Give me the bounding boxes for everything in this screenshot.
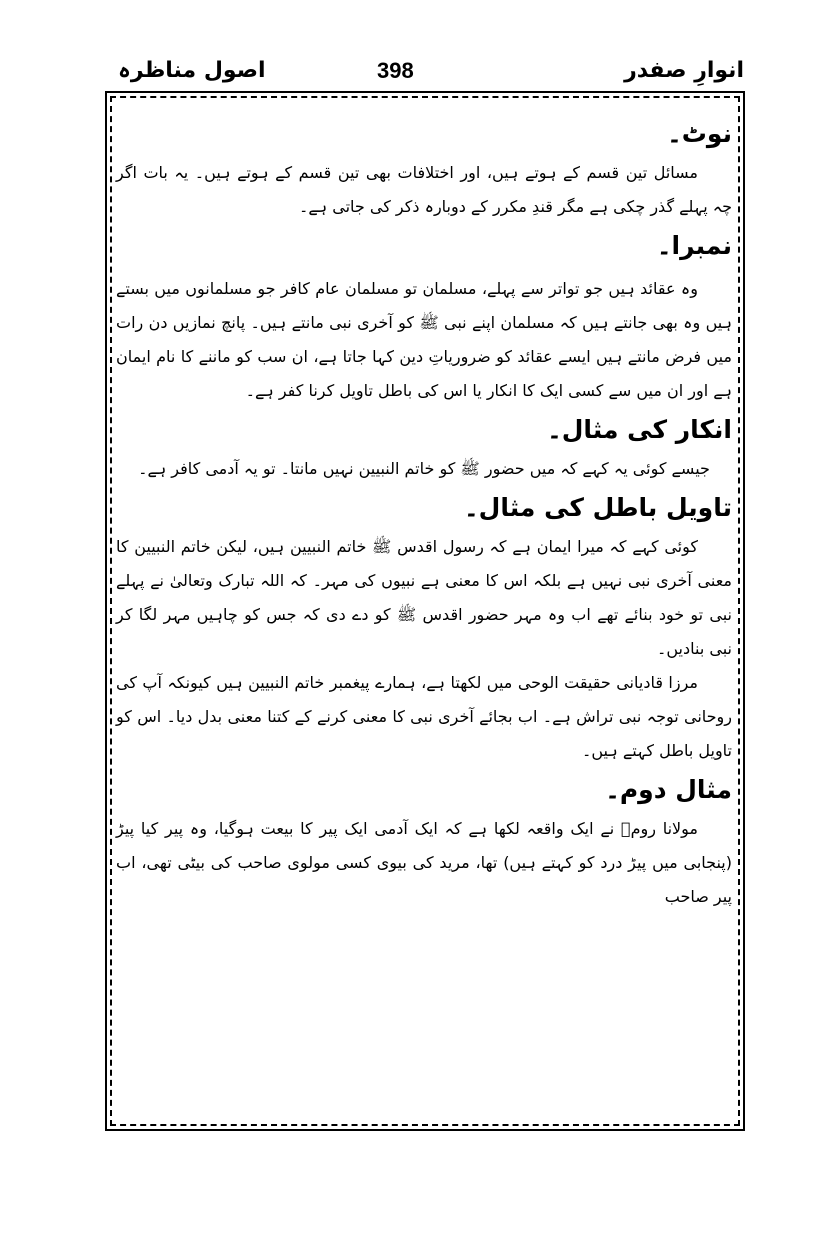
page-number: 398	[377, 58, 414, 83]
page-body	[116, 112, 732, 914]
denial-example-heading: انکار کی مثال۔	[547, 415, 732, 444]
page-header	[104, 54, 744, 94]
qadiani-paragraph: مرزا قادیانی حقیقت الوحی میں لکھتا ہے، ہمارے پیغمبر خاتم النبیین ہیں کیونکہ آپ کی روحانی توجہ نبی تراش ہے۔ اب بجائے آخری نبی کا معنی کرنے کے کتنا معنی بدل دیا۔ اس کو تاویل باطل کہتے ہیں۔	[116, 673, 732, 760]
denial-example-paragraph: جیسے کوئی یہ کہے کہ میں حضور ﷺ کو خاتم النبیین نہیں مانتا۔ تو یہ آدمی کافر ہے۔	[138, 459, 710, 478]
book-title: انوارِ صفدر	[624, 58, 744, 83]
false-interpretation-heading: تاویل باطل کی مثال۔	[463, 493, 732, 522]
chapter-title: اصول مناظرہ	[118, 58, 266, 83]
false-interpretation-paragraph: کوئی کہے کہ میرا ایمان ہے کہ رسول اقدس ﷺ خاتم النبیین ہیں، لیکن خاتم النبیین کا معنی آخری نبی نہیں ہے بلکہ اس کا معنی ہے نبیوں کی مہر۔ کہ اللہ تبارک وتعالیٰ نے پہلے نبی تو خود بنائے تھے اب وہ مہر حضور اقدس ﷺ کو دے دی کہ جس کو چاہیں مہر لگا کر نبی بنادیں۔	[116, 537, 733, 658]
number-one-heading: نمبرا۔	[656, 231, 732, 260]
note-heading: نوٹ۔	[667, 119, 732, 148]
second-example-heading: مثال دوم۔	[605, 775, 732, 804]
second-example-paragraph: مولانا رومؒ نے ایک واقعہ لکھا ہے کہ ایک آدمی ایک پیر کا بیعت ہوگیا، وہ پیر کیا پیڑ (پنجابی میں پیڑ درد کو کہتے ہیں) تھا، مرید کی بیوی کسی مولوی صاحب کی بیٹی تھی، اب پیر صاحب	[116, 819, 732, 906]
number-one-paragraph: وہ عقائد ہیں جو تواتر سے پہلے، مسلمان تو مسلمان عام کافر جو مسلمانوں میں بستے ہیں وہ بھی جانتے ہیں کہ مسلمان اپنے نبی ﷺ کو آخری نبی مانتے ہیں۔ پانچ نمازیں دن رات میں فرض مانتے ہیں ایسے عقائد کو ضروریاتِ دین کہا جاتا ہے، ان سب کو ماننے کا نام ایمان ہے اور ان میں سے کسی ایک کا انکار یا اس کی باطل تاویل کرنا کفر ہے۔	[116, 279, 732, 400]
note-paragraph: مسائل تین قسم کے ہوتے ہیں، اور اختلافات بھی تین قسم کے ہوتے ہیں۔ یہ بات اگر چہ پہلے گذر چکی ہے مگر قندِ مکرر کے دوبارہ ذکر کی جاتی ہے۔	[116, 163, 732, 216]
